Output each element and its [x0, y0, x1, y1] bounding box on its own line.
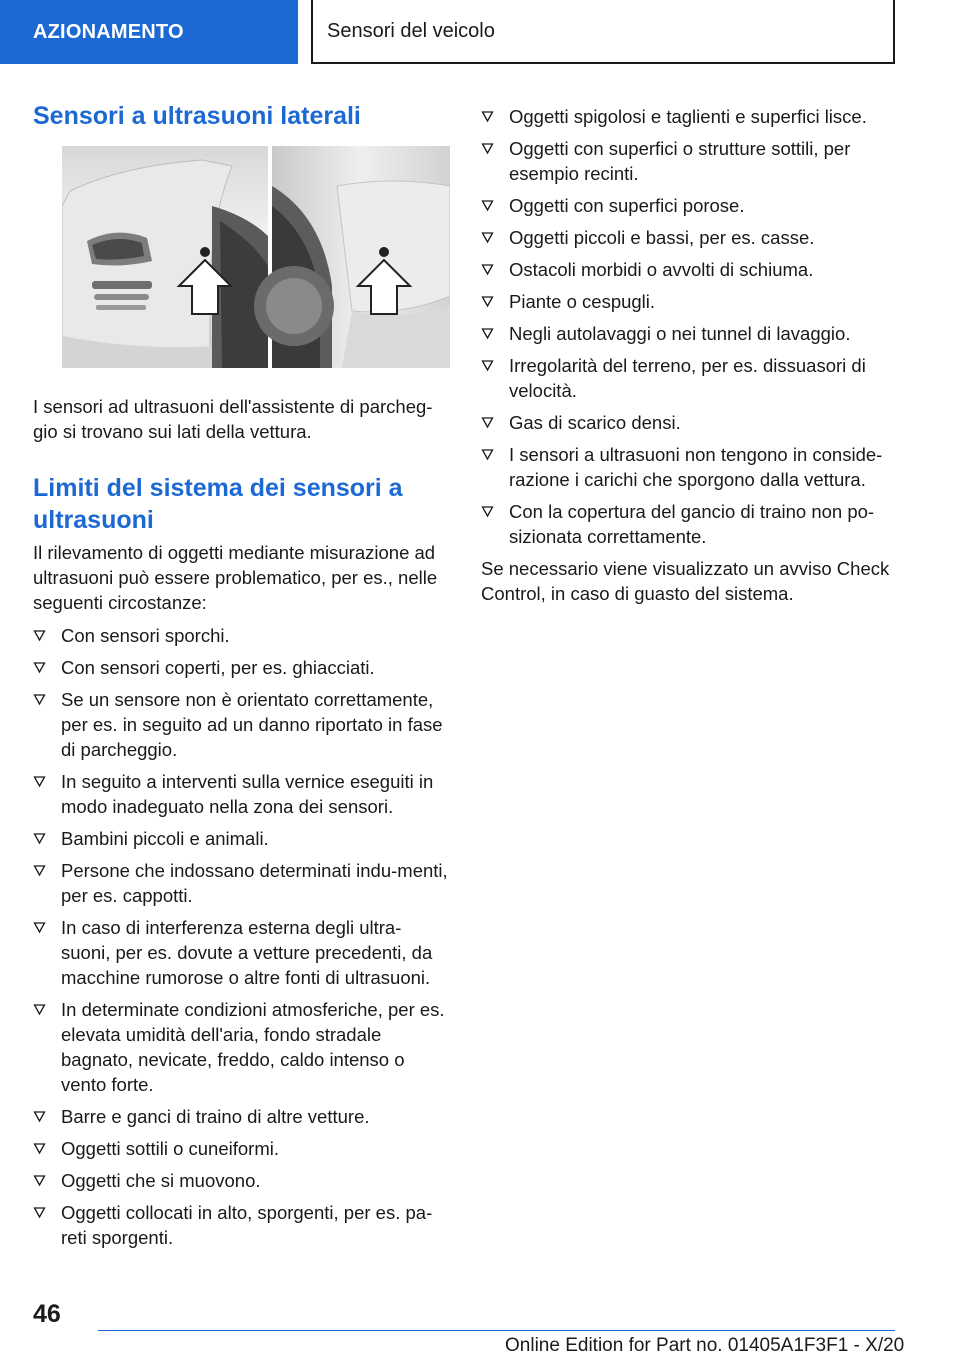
triangle-bullet-icon [33, 661, 46, 674]
triangle-bullet-icon [33, 832, 46, 845]
section-tab: AZIONAMENTO [0, 0, 298, 64]
limits-list-left [33, 623, 448, 1250]
list-item: Oggetti con superfici o strutture sottili, per esempio recinti. [481, 136, 901, 186]
triangle-bullet-icon [33, 864, 46, 877]
page-title: Sensori del veicolo [311, 0, 895, 64]
list-item: Piante o cespugli. [481, 289, 901, 314]
triangle-bullet-icon [33, 775, 46, 788]
triangle-bullet-icon [481, 448, 494, 461]
left-column [33, 100, 448, 1257]
list-item: Con la copertura del gancio di traino non po‐sizionata correttamente. [481, 499, 901, 549]
triangle-bullet-icon [481, 199, 494, 212]
list-item: Oggetti che si muovono. [33, 1168, 448, 1193]
triangle-bullet-icon [33, 921, 46, 934]
list-item: In seguito a interventi sulla vernice eseguiti in modo inadeguato nella zona dei sensori. [33, 769, 448, 819]
triangle-bullet-icon [33, 1142, 46, 1155]
list-item: Irregolarità del terreno, per es. dissuasori di velocità. [481, 353, 901, 403]
list-item: Ostacoli morbidi o avvolti di schiuma. [481, 257, 901, 282]
list-item: Oggetti spigolosi e taglienti e superfici lisce. [481, 104, 901, 129]
triangle-bullet-icon [33, 1110, 46, 1123]
list-item: I sensori a ultrasuoni non tengono in conside‐razione i carichi che sporgono dalla vettura. [481, 442, 901, 492]
triangle-bullet-icon [33, 1206, 46, 1219]
limits-list-right [481, 104, 901, 549]
sensor-location-illustration [62, 146, 450, 368]
right-column [481, 104, 901, 606]
list-item: Barre e ganci di traino di altre vetture. [33, 1104, 448, 1129]
heading-side-sensors: Sensori a ultrasuoni laterali [33, 102, 361, 130]
list-item: In caso di interferenza esterna degli ultra‐suoni, per es. dovute a vetture precedenti, da macchine rumorose o altre fonti di ultrasuoni. [33, 915, 448, 990]
triangle-bullet-icon [481, 505, 494, 518]
list-item: Se un sensore non è orientato correttamente, per es. in seguito ad un danno riportato in fase di parcheggio. [33, 687, 448, 762]
triangle-bullet-icon [481, 327, 494, 340]
page-number: 46 [33, 1300, 61, 1328]
triangle-bullet-icon [481, 110, 494, 123]
list-item: Bambini piccoli e animali. [33, 826, 448, 851]
triangle-bullet-icon [481, 142, 494, 155]
triangle-bullet-icon [481, 416, 494, 429]
intro-paragraph: I sensori ad ultrasuoni dell'assistente di parcheg‐gio si trovano sui lati della vettura. [33, 396, 433, 442]
list-item: In determinate condizioni atmosferiche, per es. elevata umidità dell'aria, fondo stradale bagnato, nevicate, freddo, caldo intenso o vento forte. [33, 997, 448, 1097]
triangle-bullet-icon [481, 231, 494, 244]
list-item: Oggetti sottili o cuneiformi. [33, 1136, 448, 1161]
list-item: Con sensori sporchi. [33, 623, 448, 648]
list-item: Oggetti collocati in alto, sporgenti, per es. pa‐reti sporgenti. [33, 1200, 448, 1250]
triangle-bullet-icon [33, 693, 46, 706]
triangle-bullet-icon [481, 295, 494, 308]
triangle-bullet-icon [33, 1003, 46, 1016]
lead-paragraph: Il rilevamento di oggetti mediante misurazione ad ultrasuoni può essere problematico, per es., nelle seguenti circostanze: [33, 542, 438, 613]
list-item: Con sensori coperti, per es. ghiacciati. [33, 655, 448, 680]
edition-note: Online Edition for Part no. 01405A1F3F1 - X/20 [505, 1335, 905, 1356]
list-item: Oggetti con superfici porose. [481, 193, 901, 218]
triangle-bullet-icon [33, 629, 46, 642]
closing-paragraph: Se necessario viene visualizzato un avviso Check Control, in caso di guasto del sistema. [481, 558, 890, 604]
triangle-bullet-icon [33, 1174, 46, 1187]
list-item: Persone che indossano determinati indu‐menti, per es. cappotti. [33, 858, 448, 908]
triangle-bullet-icon [481, 359, 494, 372]
footer-divider [98, 1330, 895, 1331]
list-item: Gas di scarico densi. [481, 410, 901, 435]
heading-system-limits: Limiti del sistema dei sensori a ultrasuoni [33, 474, 403, 534]
list-item: Negli autolavaggi o nei tunnel di lavaggio. [481, 321, 901, 346]
list-item: Oggetti piccoli e bassi, per es. casse. [481, 225, 901, 250]
triangle-bullet-icon [481, 263, 494, 276]
